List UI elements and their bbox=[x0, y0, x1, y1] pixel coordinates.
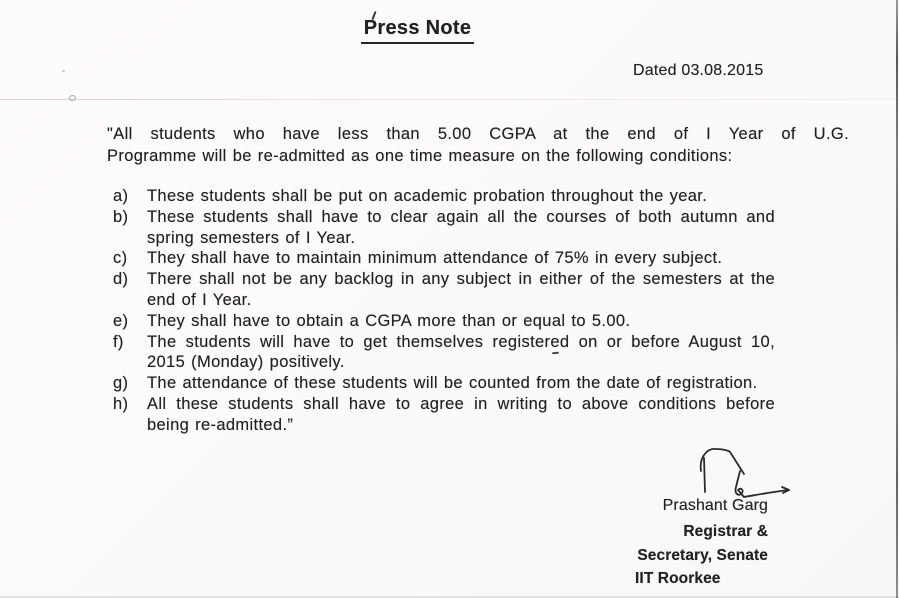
text-line: They shall have to maintain minimum attendance of 75% in every subject. bbox=[147, 249, 723, 268]
text-line: 2015 (Monday) positively. bbox=[147, 353, 345, 372]
condition-marker: e) bbox=[113, 311, 129, 330]
text-line: Registrar & bbox=[683, 523, 768, 540]
text-line: There shall not be any backlog in any subject in either of the semesters at the bbox=[147, 270, 775, 289]
page-title: Press Note bbox=[361, 17, 475, 44]
condition-marker: a) bbox=[113, 187, 129, 205]
condition-item bbox=[113, 207, 775, 249]
text-line: The students will have to get themselves registered on or before August 10, bbox=[147, 332, 775, 351]
text-line: end of I Year. bbox=[147, 290, 252, 309]
scan-edge-line bbox=[896, 0, 898, 598]
condition-text bbox=[147, 248, 775, 269]
condition-item bbox=[113, 269, 775, 311]
condition-text bbox=[147, 186, 775, 207]
text-line: "All students who have less than 5.00 CGPA at the end of I Year of U.G. bbox=[107, 125, 849, 143]
title-wrap bbox=[0, 17, 867, 44]
condition-item bbox=[113, 186, 775, 207]
condition-text bbox=[147, 394, 775, 436]
text-line: These students shall be put on academic probation throughout the year. bbox=[147, 187, 708, 205]
text-line: IIT Roorkee bbox=[635, 570, 721, 587]
condition-marker: f) bbox=[113, 332, 124, 351]
scan-speck bbox=[62, 70, 65, 72]
condition-text bbox=[147, 332, 775, 374]
signature-scribble bbox=[686, 444, 798, 502]
text-line: These students shall have to clear again all the courses of both autumn and bbox=[147, 207, 775, 226]
condition-marker: h) bbox=[113, 394, 129, 413]
scan-speck bbox=[69, 95, 76, 101]
condition-marker: g) bbox=[113, 374, 129, 393]
condition-item bbox=[113, 332, 775, 374]
signatory-roles bbox=[635, 520, 768, 591]
condition-marker: b) bbox=[113, 207, 129, 226]
text-line: being re-admitted.” bbox=[147, 415, 294, 434]
condition-text bbox=[147, 207, 775, 249]
text-line: They shall have to obtain a CGPA more than or equal to 5.00. bbox=[147, 311, 631, 330]
text-line: Secretary, Senate bbox=[637, 546, 768, 564]
condition-marker: c) bbox=[113, 249, 128, 268]
text-line: All these students shall have to agree in writing to above conditions before bbox=[147, 394, 775, 413]
condition-item bbox=[113, 311, 775, 332]
text-line: Programme will be re-admitted as one time measure on the following conditions: bbox=[107, 146, 733, 165]
condition-text bbox=[147, 373, 775, 394]
condition-text bbox=[147, 311, 775, 332]
intro-paragraph bbox=[107, 124, 849, 167]
condition-item bbox=[113, 394, 775, 436]
condition-marker: d) bbox=[113, 270, 129, 289]
conditions-list bbox=[113, 186, 775, 436]
text-line: The attendance of these students will be counted from the date of registration. bbox=[147, 374, 758, 393]
condition-item bbox=[113, 373, 775, 394]
text-line: spring semesters of I Year. bbox=[147, 228, 356, 247]
signatory-name: Prashant Garg bbox=[662, 497, 768, 514]
condition-item bbox=[113, 248, 775, 269]
date-line: Dated 03.08.2015 bbox=[633, 62, 764, 79]
condition-text bbox=[147, 269, 775, 311]
scan-crease-line bbox=[0, 99, 899, 100]
